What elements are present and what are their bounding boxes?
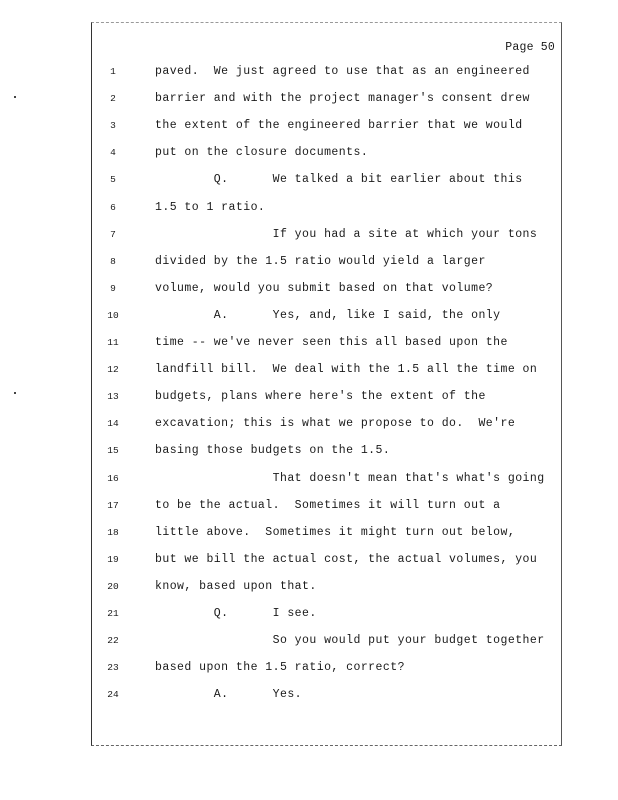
line-number: 8: [110, 255, 116, 267]
line-text: barrier and with the project manager's consent drew: [155, 92, 530, 106]
line-number: 1: [110, 66, 116, 77]
transcript-line: [92, 519, 561, 546]
line-text: That doesn't mean that's what's going: [155, 471, 545, 485]
transcript-line: [92, 465, 561, 492]
line-number: 23: [107, 662, 119, 674]
transcript-line: [92, 437, 561, 464]
transcript-line: [92, 410, 561, 437]
line-text: little above. Sometimes it might turn out below,: [155, 525, 516, 539]
line-number: 9: [110, 282, 116, 294]
transcript-line: [92, 166, 561, 193]
line-text: A. Yes.: [155, 688, 303, 702]
line-text: the extent of the engineered barrier that we would: [155, 119, 523, 133]
line-text: excavation; this is what we propose to do. We're: [155, 417, 516, 431]
line-number: 3: [110, 120, 116, 132]
transcript-line: [92, 85, 561, 112]
line-number: 20: [107, 580, 119, 592]
line-text: A. Yes, and, like I said, the only: [155, 308, 501, 322]
transcript-page: [91, 22, 562, 746]
transcript-line: [92, 139, 561, 166]
line-text: but we bill the actual cost, the actual volumes, you: [155, 552, 538, 566]
transcript-line: [92, 546, 561, 573]
line-number: 10: [107, 309, 119, 321]
transcript-line: [92, 302, 561, 329]
line-number: 5: [110, 174, 116, 186]
line-text: paved. We just agreed to use that as an engineered: [155, 65, 530, 78]
transcript-line: [92, 356, 561, 383]
line-text: know, based upon that.: [155, 579, 317, 593]
transcript-line: [92, 383, 561, 410]
page-number: Page 50: [505, 41, 555, 54]
line-number: 19: [107, 553, 119, 565]
line-number: 12: [107, 364, 119, 376]
line-text: If you had a site at which your tons: [155, 227, 538, 241]
line-text: So you would put your budget together: [155, 634, 545, 648]
scan-mark: [14, 96, 16, 98]
transcript-line: [92, 221, 561, 248]
line-number: 6: [110, 201, 116, 213]
transcript-line: [92, 112, 561, 139]
line-text: basing those budgets on the 1.5.: [155, 444, 391, 458]
transcript-line: [92, 275, 561, 302]
line-number: 14: [107, 418, 119, 430]
line-number: 17: [107, 499, 119, 511]
line-text: put on the closure documents.: [155, 146, 369, 160]
line-number: 15: [107, 445, 119, 457]
transcript-line: [92, 492, 561, 519]
transcript-line: [92, 600, 561, 627]
transcript-line: [92, 654, 561, 681]
line-text: landfill bill. We deal with the 1.5 all the time on: [155, 363, 538, 377]
line-text: to be the actual. Sometimes it will turn out a: [155, 498, 501, 512]
line-number: 16: [107, 472, 119, 484]
line-text: based upon the 1.5 ratio, correct?: [155, 661, 405, 675]
line-text: volume, would you submit based on that volume?: [155, 281, 494, 295]
line-number: 21: [107, 608, 119, 619]
line-text: time -- we've never seen this all based upon the: [155, 336, 508, 349]
transcript-line: [92, 194, 561, 221]
transcript-line: [92, 573, 561, 600]
transcript-line: [92, 681, 561, 708]
line-number: 2: [110, 93, 116, 105]
line-number: 4: [110, 147, 116, 159]
scan-mark: [14, 392, 16, 394]
line-number: 13: [107, 391, 119, 403]
line-number: 18: [107, 526, 119, 538]
transcript-line: [92, 627, 561, 654]
line-number: 11: [107, 337, 119, 348]
transcript-line: [92, 58, 561, 85]
line-text: budgets, plans where here's the extent of the: [155, 390, 486, 404]
line-number: 24: [107, 689, 119, 701]
line-text: Q. I see.: [155, 607, 317, 620]
line-number: 22: [107, 635, 119, 647]
line-text: 1.5 to 1 ratio.: [155, 200, 266, 214]
line-text: Q. We talked a bit earlier about this: [155, 173, 523, 187]
line-number: 7: [110, 228, 116, 240]
line-text: divided by the 1.5 ratio would yield a larger: [155, 254, 486, 268]
transcript-line: [92, 329, 561, 356]
transcript-line: [92, 248, 561, 275]
